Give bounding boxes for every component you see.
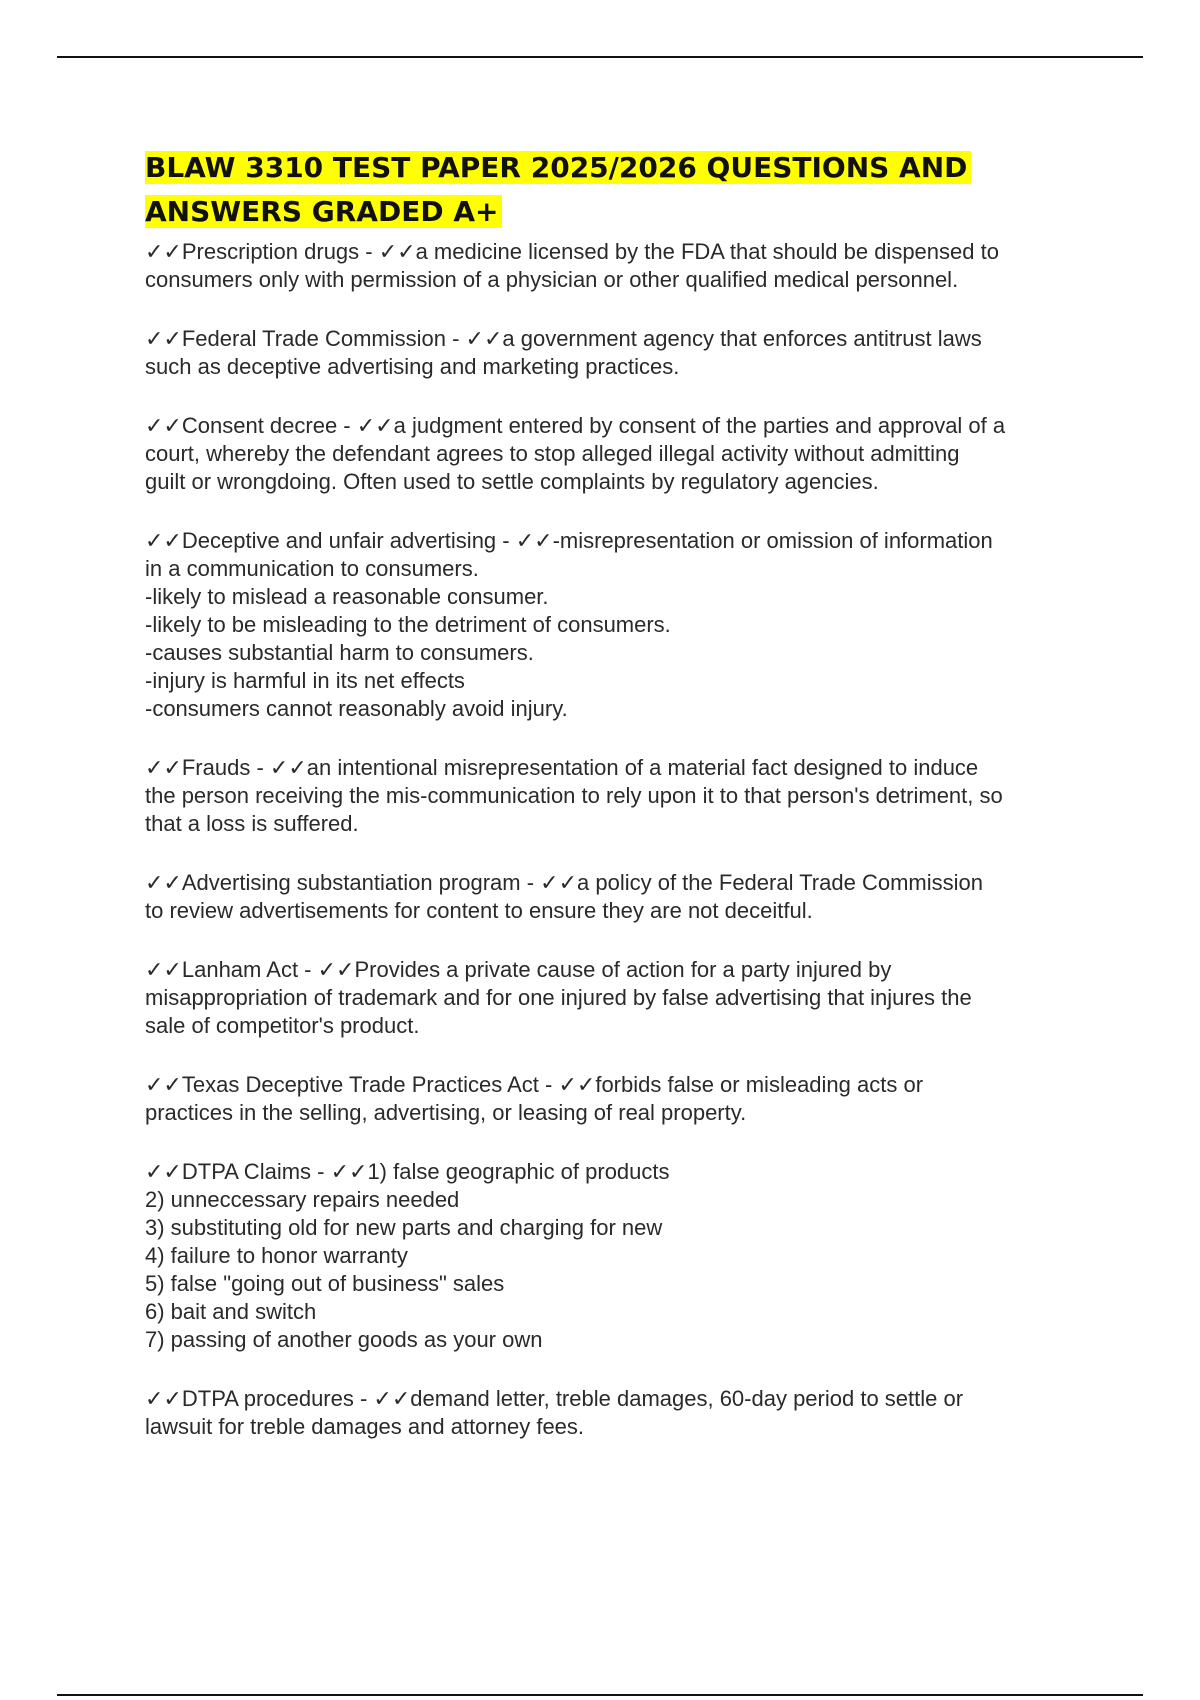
qa-definition-line: sale of competitor's product. [145, 1013, 420, 1038]
qa-entry [145, 1071, 1095, 1127]
qa-entry [145, 1158, 1095, 1354]
qa-definition-line: the person receiving the mis-communication to rely upon it to that person's detriment, so [145, 783, 1003, 808]
qa-definition-line: 5) false "going out of business" sales [145, 1271, 505, 1296]
qa-term-line: ✓✓Lanham Act - ✓✓Provides a private cause of action for a party injured by [145, 957, 892, 982]
title-line-1: BLAW 3310 TEST PAPER 2025/2026 QUESTIONS AND [145, 151, 968, 184]
bottom-rule [57, 1694, 1143, 1696]
qa-term-line: ✓✓Federal Trade Commission - ✓✓a government agency that enforces antitrust laws [145, 326, 982, 351]
qa-entry [145, 238, 1095, 294]
qa-term-line: ✓✓Frauds - ✓✓an intentional misrepresentation of a material fact designed to induce [145, 755, 979, 780]
qa-entry [145, 527, 1095, 723]
qa-definition-line: guilt or wrongdoing. Often used to settle complaints by regulatory agencies. [145, 469, 879, 494]
qa-definition-line: such as deceptive advertising and marketing practices. [145, 354, 680, 379]
qa-entry [145, 956, 1095, 1040]
qa-definition-line: -injury is harmful in its net effects [145, 668, 465, 693]
document-body [145, 146, 1095, 1472]
top-rule [57, 56, 1143, 58]
qa-definition-line: -causes substantial harm to consumers. [145, 640, 534, 665]
qa-definition-line: practices in the selling, advertising, or leasing of real property. [145, 1100, 747, 1125]
qa-definition-line: that a loss is suffered. [145, 811, 359, 836]
qa-term-line: ✓✓Deceptive and unfair advertising - ✓✓-misrepresentation or omission of information [145, 528, 993, 553]
qa-definition-line: 6) bait and switch [145, 1299, 317, 1324]
title-line-2: ANSWERS GRADED A+ [145, 195, 499, 228]
qa-definition-line: -likely to mislead a reasonable consumer. [145, 584, 549, 609]
qa-entry [145, 754, 1095, 838]
qa-definition-line: lawsuit for treble damages and attorney fees. [145, 1414, 585, 1439]
qa-definition-line: misappropriation of trademark and for one injured by false advertising that injures the [145, 985, 972, 1010]
qa-definition-line: 7) passing of another goods as your own [145, 1327, 543, 1352]
qa-definition-line: court, whereby the defendant agrees to stop alleged illegal activity without admitting [145, 441, 960, 466]
qa-term-line: ✓✓DTPA procedures - ✓✓demand letter, treble damages, 60-day period to settle or [145, 1386, 964, 1411]
qa-term-line: ✓✓Prescription drugs - ✓✓a medicine licensed by the FDA that should be dispensed to [145, 239, 999, 264]
qa-term-line: ✓✓DTPA Claims - ✓✓1) false geographic of products [145, 1159, 670, 1184]
qa-term-line: ✓✓Texas Deceptive Trade Practices Act - ✓✓forbids false or misleading acts or [145, 1072, 924, 1097]
title-highlight [145, 151, 971, 228]
qa-entry [145, 325, 1095, 381]
qa-entry [145, 1385, 1095, 1441]
qa-definition-line: -likely to be misleading to the detriment of consumers. [145, 612, 671, 637]
qa-definition-line: to review advertisements for content to ensure they are not deceitful. [145, 898, 813, 923]
qa-definition-line: 3) substituting old for new parts and charging for new [145, 1215, 663, 1240]
qa-definition-line: -consumers cannot reasonably avoid injury. [145, 696, 568, 721]
qa-entry [145, 412, 1095, 496]
qa-definition-line: 4) failure to honor warranty [145, 1243, 408, 1268]
qa-definition-line: in a communication to consumers. [145, 556, 479, 581]
qa-definition-line: 2) unneccessary repairs needed [145, 1187, 460, 1212]
qa-entry [145, 869, 1095, 925]
document-title [145, 146, 1095, 234]
qa-term-line: ✓✓Consent decree - ✓✓a judgment entered by consent of the parties and approval of a [145, 413, 1006, 438]
qa-term-line: ✓✓Advertising substantiation program - ✓✓a policy of the Federal Trade Commission [145, 870, 983, 895]
qa-list [145, 238, 1095, 1441]
qa-definition-line: consumers only with permission of a physician or other qualified medical personnel. [145, 267, 959, 292]
